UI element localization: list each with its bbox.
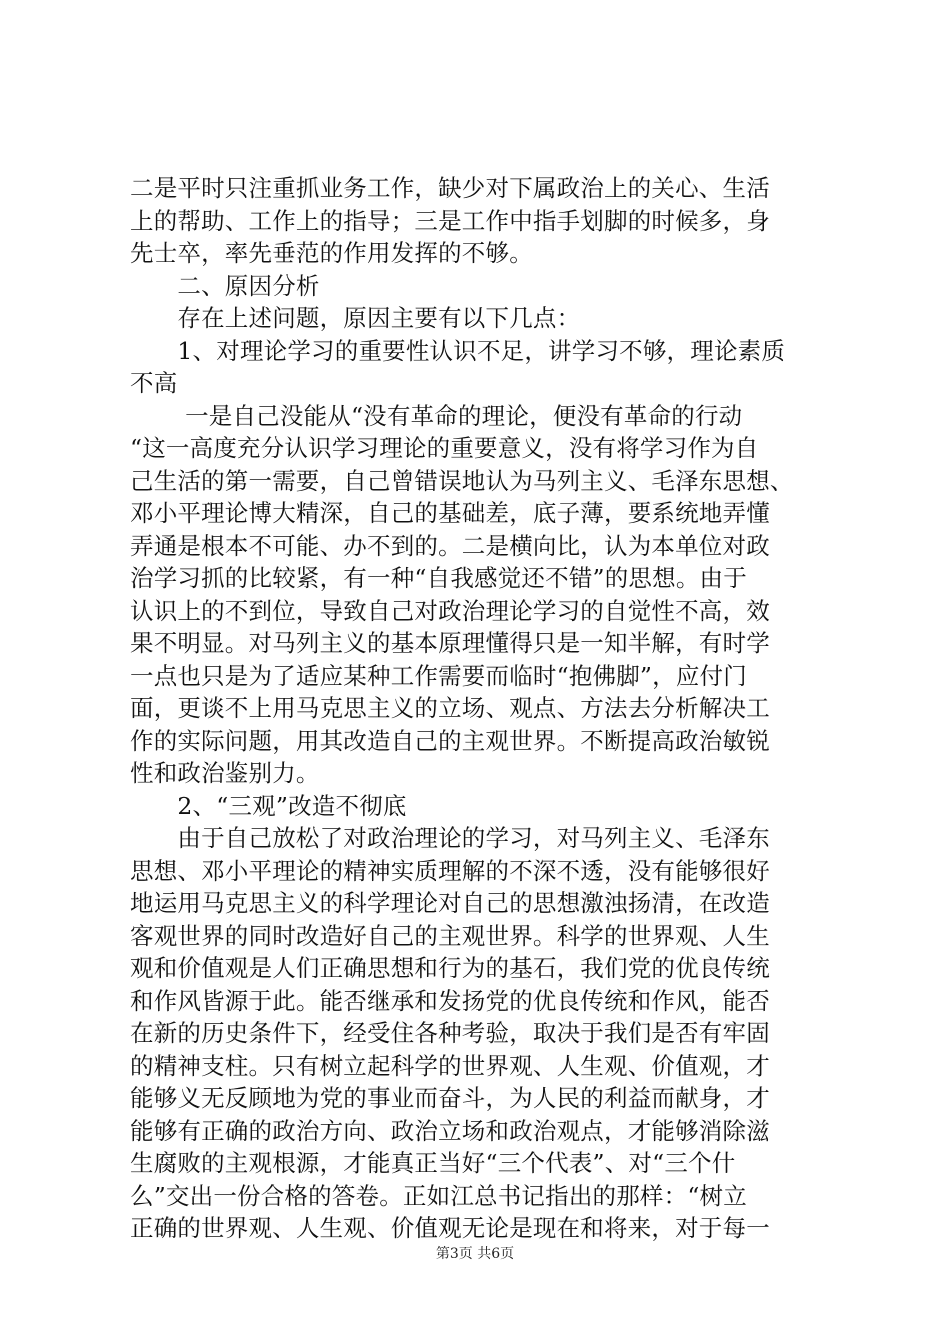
text-line: 二是平时只注重抓业务工作，缺少对下属政治上的关心、生活 [130,174,770,202]
text-line: 一是自己没能从“没有革命的理论，便没有革命的行动 [130,401,743,430]
text-line: 存在上述问题，原因主要有以下几点： [130,304,581,332]
text-line: 能够义无反顾地为党的事业而奋斗，为人民的利益而献身，才 [130,1084,770,1112]
text-line: 弄通是根本不可能、办不到的。二是横向比，认为本单位对政 [130,531,770,560]
text-line: “这一高度充分认识学习理论的重要意义，没有将学习作为自 [130,434,759,462]
text-line: 正确的世界观、人生观、价值观无论是现在和将来，对于每一 [130,1214,770,1242]
text-line: 生腐败的主观根源，才能真正当好“三个代表”、对“三个什 [130,1149,736,1177]
page-number: 第3页 共6页 [435,1246,515,1262]
text-line: 治学习抓的比较紧，有一种“自我感觉还不错”的思想。由于 [130,564,747,592]
text-line: 客观世界的同时改造好自己的主观世界。科学的世界观、人生 [130,921,770,950]
subsection-heading: 1、对理论学习的重要性认识不足，讲学习不够，理论素质 [130,336,786,365]
text-line: 认识上的不到位，导致自己对政治理论学习的自觉性不高，效 [130,596,770,625]
text-line: 的精神支柱。只有树立起科学的世界观、人生观、价值观，才 [130,1051,770,1080]
text-line: 先士卒，率先垂范的作用发挥的不够。 [130,239,533,267]
text-line: 作的实际问题，用其改造自己的主观世界。不断提高政治敏锐 [130,726,770,755]
subsection-heading: 2、“三观”改造不彻底 [130,791,407,820]
page-footer [0,1244,950,1264]
section-heading: 二、原因分析 [130,271,320,300]
text-line: 地运用马克思主义的科学理论对自己的思想激浊扬清，在改造 [130,889,770,917]
text-line: 己生活的第一需要，自己曾错误地认为马列主义、毛泽东思想、 [130,466,794,495]
text-line: 性和政治鉴别力。 [130,759,320,787]
text-line: 和作风皆源于此。能否继承和发扬党的优良传统和作风，能否 [130,986,770,1015]
text-line: 一点也只是为了适应某种工作需要而临时“抱佛脚”，应付门 [130,661,747,690]
text-line: 面，更谈不上用马克思主义的立场、观点、方法去分析解决工 [130,694,770,722]
text-line: 在新的历史条件下，经受住各种考验，取决于我们是否有牢固 [130,1019,770,1047]
text-line: 观和价值观是人们正确思想和行为的基石，我们党的优良传统 [130,954,770,982]
text-line: 由于自己放松了对政治理论的学习，对马列主义、毛泽东 [130,824,770,852]
text-line: 邓小平理论博大精深，自己的基础差，底子薄，要系统地弄懂 [130,499,770,527]
text-line: 不高 [130,369,178,397]
text-line: 上的帮助、工作上的指导；三是工作中指手划脚的时候多，身 [130,206,770,235]
text-line: 能够有正确的政治方向、政治立场和政治观点，才能够消除滋 [130,1116,770,1145]
text-line: 么”交出一份合格的答卷。正如江总书记指出的那样：“树立 [130,1181,747,1210]
text-line: 果不明显。对马列主义的基本原理懂得只是一知半解，有时学 [130,629,770,657]
body-text [130,172,830,1245]
text-line: 思想、邓小平理论的精神实质理解的不深不透，没有能够很好 [130,856,770,885]
